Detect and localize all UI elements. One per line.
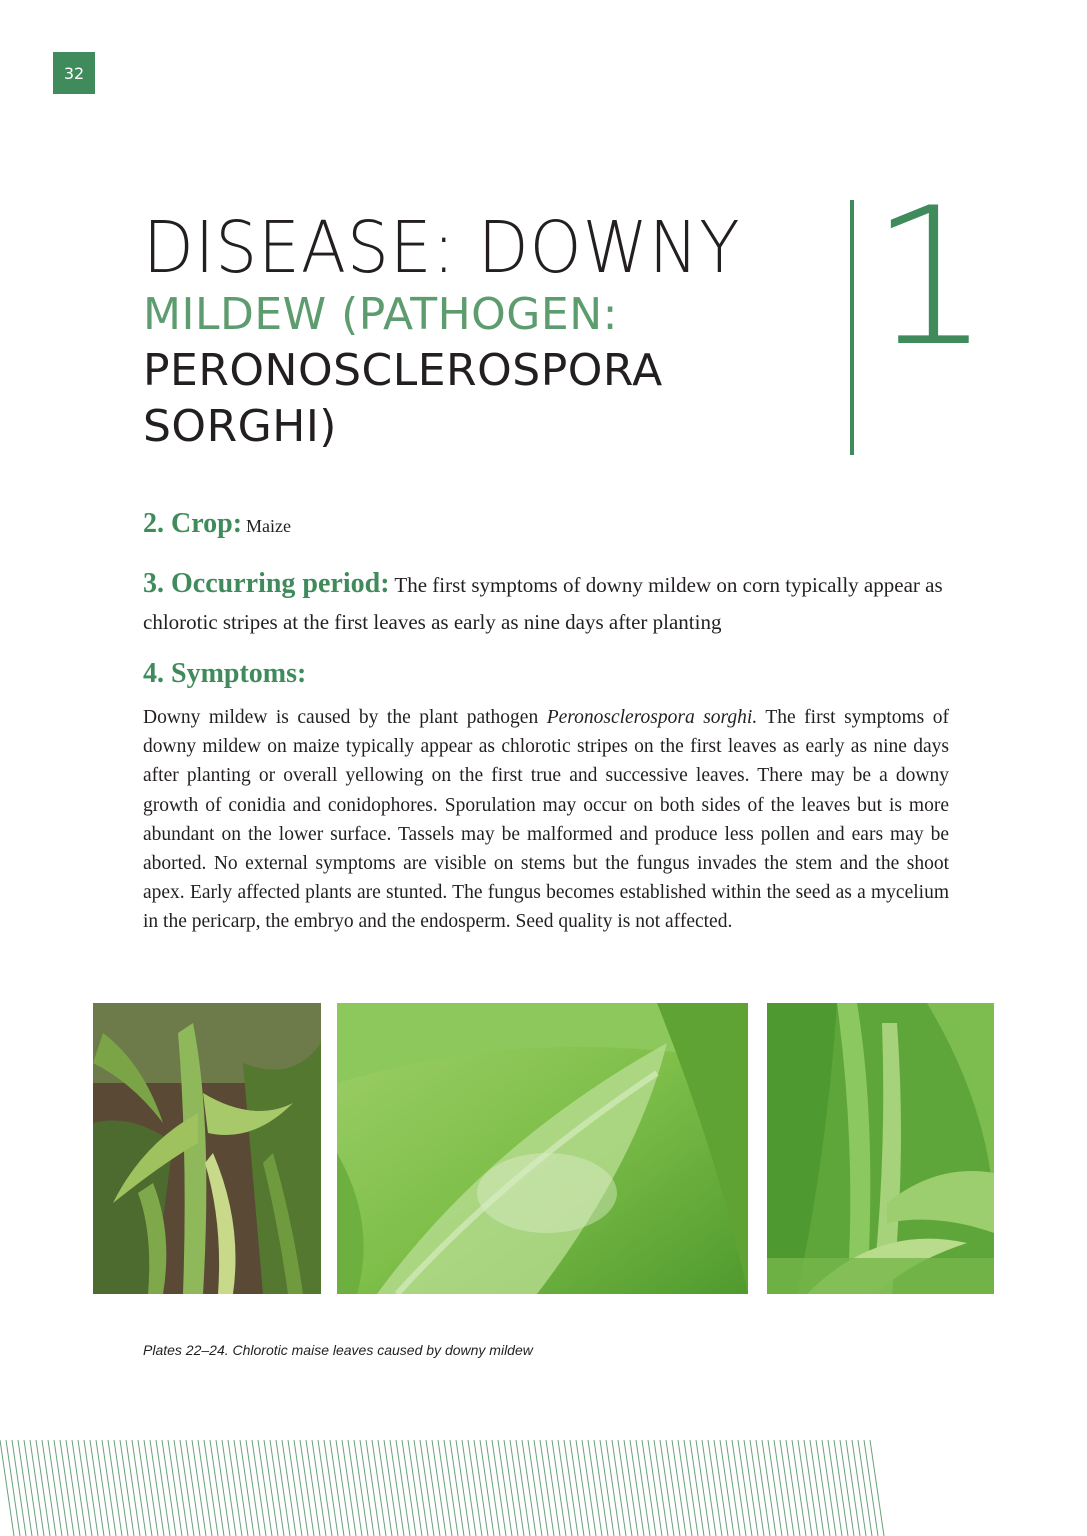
plates-caption: Plates 22–24. Chlorotic maise leaves caused by downy mildew — [143, 1342, 533, 1358]
plate-24-photo — [767, 1003, 994, 1294]
symptoms-text-rest: The first symptoms of downy mildew on maize typically appear as chlorotic stripes on the first leaves as early as nine days after planting or overall yellowing on the first true and successive leaves. There may be a downy growth of conidia and conidophores. Sporulation may occur on both sides of the leaves but is more abundant on the lower surface. Tassels may be malformed and produce less pollen and ears may be aborted. No external symptoms are visible on stems but the fungus invades the stem and the shoot apex. Early affected plants are stunted. The fungus becomes established within the seed as a mycelium in the pericarp, the embryo and the endosperm. Seed quality is not affected. — [143, 707, 949, 933]
symptoms-text-start: Downy mildew is caused by the plant pathogen — [143, 707, 547, 728]
crop-heading: 2. Crop: — [143, 508, 243, 539]
symptoms-heading: 4. Symptoms: — [143, 658, 307, 689]
title-divider — [850, 200, 854, 455]
occurring-period-section — [143, 565, 949, 641]
chapter-number: 1 — [870, 167, 991, 388]
period-text: The first symptoms of downy mildew on corn typically appear as chlorotic stripes at the first leaves as early as nine days after planting — [143, 573, 943, 634]
title-line-2: MILDEW (PATHOGEN: — [143, 289, 618, 340]
chapter-title — [143, 205, 843, 455]
plate-23-photo — [337, 1003, 748, 1294]
title-line-1: DISEASE: DOWNY — [143, 206, 741, 290]
decorative-hatch-pattern — [0, 1440, 1087, 1536]
crop-section — [143, 508, 949, 540]
plate-22-photo — [93, 1003, 321, 1294]
symptoms-text — [143, 703, 949, 937]
period-heading: 3. Occurring period: — [143, 568, 390, 599]
title-line-3: PERONOSCLEROSPORA SORGHI) — [143, 345, 663, 452]
crop-value: Maize — [246, 516, 292, 536]
page-number: 32 — [53, 52, 95, 94]
pathogen-name: Peronosclerospora sorghi. — [546, 707, 758, 728]
